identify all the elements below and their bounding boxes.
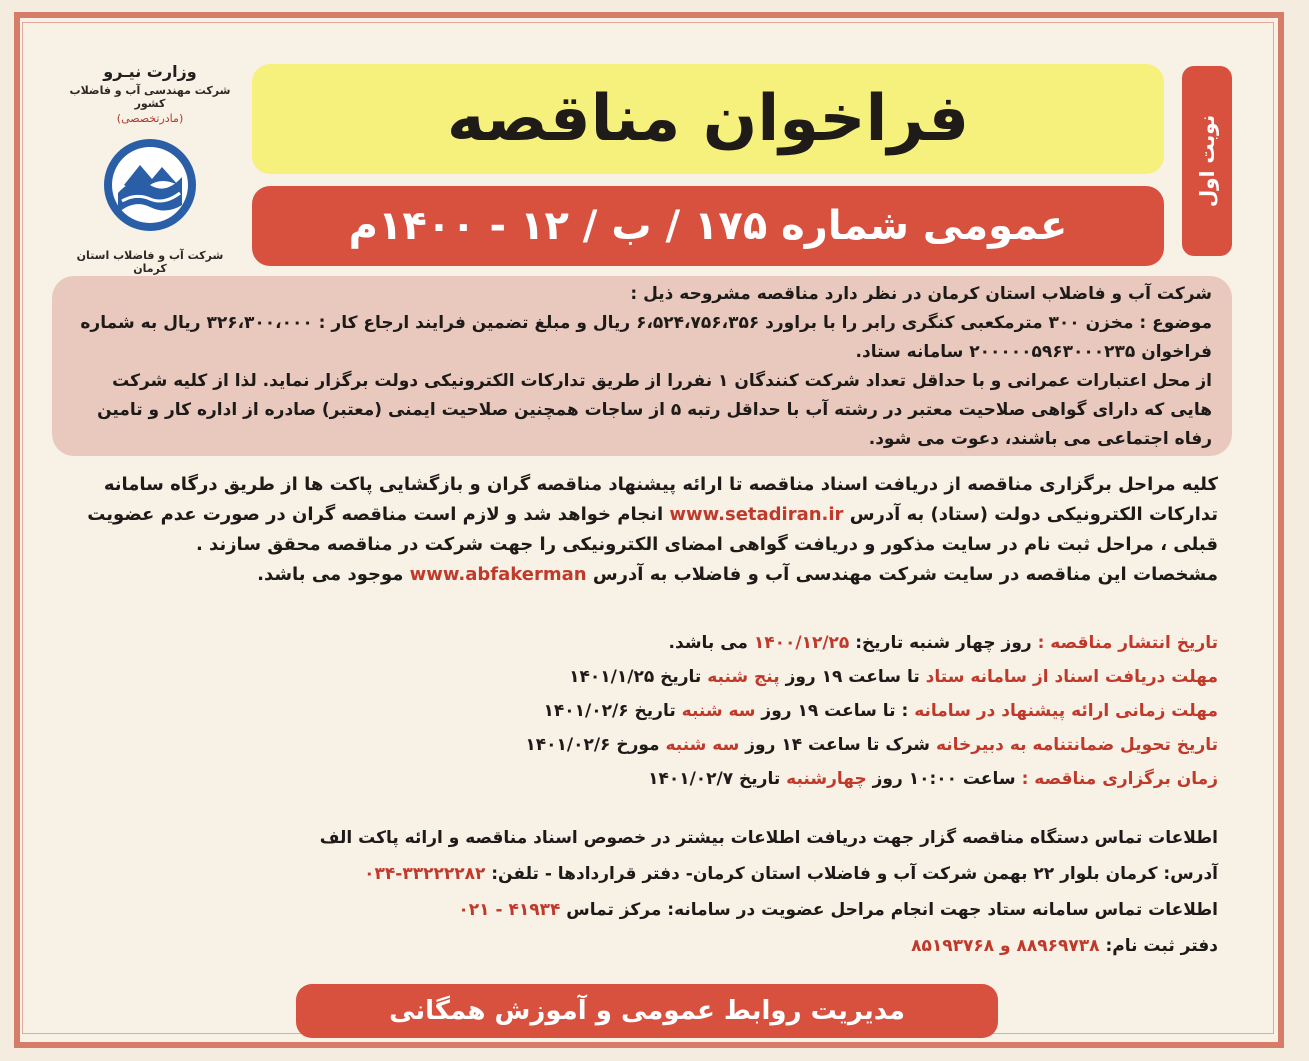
schedule-text: ساعت ۱۰:۰۰ روز	[872, 769, 1016, 789]
subject-paragraph	[72, 309, 1212, 367]
schedule-row	[66, 728, 1218, 762]
setad-contact-row	[66, 892, 1218, 928]
schedule-text: تا ساعت ۱۹ روز	[785, 667, 920, 687]
estimate-amount: ۶،۵۲۴،۷۵۶،۳۵۶	[636, 313, 760, 333]
address-row	[66, 856, 1218, 892]
procedure-paragraph	[66, 470, 1218, 560]
setad-phone: ۴۱۹۳۴ - ۰۲۱	[458, 900, 561, 920]
schedule-row	[66, 762, 1218, 796]
schedule-highlight: پنج شنبه	[707, 667, 780, 687]
schedule-text-end: می باشد.	[668, 633, 748, 653]
schedule-text-end: تاریخ ۱۴۰۱/۰۲/۷	[648, 769, 781, 789]
footer-text: مدیریت روابط عمومی و آموزش همگانی	[389, 996, 905, 1026]
schedule-label: زمان برگزاری مناقصه :	[1021, 769, 1218, 789]
setad-url-link[interactable]: www.setadiran.ir	[669, 504, 844, 525]
schedule-highlight: سه شنبه	[681, 701, 756, 721]
registry-label: دفتر ثبت نام:	[1105, 936, 1218, 956]
call-number: ۲۰۰۰۰۰۵۹۶۳۰۰۰۲۳۵	[969, 342, 1136, 362]
schedule-text-end: تاریخ ۱۴۰۱/۰۲/۶	[543, 701, 676, 721]
setad-contact-text: اطلاعات تماس سامانه ستاد جهت انجام مراحل عضویت در سامانه: مرکز تماس	[566, 900, 1218, 920]
tag-label: نوبت اول	[1195, 114, 1219, 208]
province-company-name: شرکت آب و فاضلاب استان کرمان	[76, 249, 224, 275]
title-banner	[252, 64, 1164, 174]
address-text: آدرس: کرمان بلوار ۲۲ بهمن شرکت آب و فاضلاب استان کرمان- دفتر قراردادها - تلفن:	[491, 864, 1218, 884]
contact-section	[52, 820, 1232, 964]
schedule-text-end: مورخ ۱۴۰۱/۰۲/۶	[525, 735, 660, 755]
abfa-url-link[interactable]: www.abfakerman	[409, 564, 587, 585]
contact-heading: اطلاعات تماس دستگاه مناقصه گزار جهت دریافت اطلاعات بیشتر در خصوص اسناد مناقصه و ارائه پاکت الف	[319, 828, 1218, 848]
schedule-list	[52, 626, 1232, 796]
subject-mid: ریال و مبلغ تضمین فرایند ارجاع کار : ۳۲۶،۳۰۰،۰۰۰ ریال به شماره فراخوان	[80, 313, 1212, 362]
procedure-text-end: انجام خواهد شد و لازم است مناقصه گران در صورت عدم عضویت قبلی ، مراحل ثبت نام در سایت مذکور و دریافت گواهی امضای الکترونیکی را جهت شرکت در مناقصه محقق سازند .	[87, 504, 1218, 555]
specs-paragraph	[66, 560, 1218, 590]
specs-text-start: مشخصات این مناقصه در سایت شرکت مهندسی آب و فاضلاب به آدرس	[592, 564, 1218, 585]
schedule-label: تاریخ تحویل ضمانتنامه به دبیرخانه	[935, 735, 1218, 755]
procedure-text-start: کلیه مراحل برگزاری مناقصه از دریافت اسناد مناقصه تا ارائه پیشنهاد مناقصه گران و بازگشایی پاکت ها از طریق درگاه سامانه تدارکات الکترونیکی دولت (ستاد) به آدرس	[103, 474, 1218, 525]
schedule-label: مهلت زمانی ارائه پیشنهاد در سامانه	[914, 701, 1218, 721]
organization-logo	[60, 62, 240, 275]
procedure-section	[52, 470, 1232, 590]
registry-row	[66, 928, 1218, 964]
footer-banner	[296, 984, 998, 1038]
schedule-highlight: چهارشنبه	[786, 769, 867, 789]
water-company-emblem-icon	[100, 135, 200, 235]
specs-text-end: موجود می باشد.	[257, 564, 404, 585]
tender-number: عمومی شماره ۱۷۵ / ب / ۱۲ - ۱۴۰۰م	[348, 203, 1068, 249]
schedule-row	[66, 694, 1218, 728]
intro-section	[52, 276, 1232, 456]
schedule-highlight: ۱۴۰۰/۱۲/۲۵	[753, 633, 850, 653]
schedule-text-end: تاریخ ۱۴۰۱/۱/۲۵	[569, 667, 702, 687]
first-publication-tag	[1182, 66, 1232, 256]
ministry-name: وزارت نیـرو	[103, 62, 197, 81]
schedule-text: روز چهار شنبه تاریخ:	[855, 633, 1032, 653]
contracts-phone: ۳۳۲۲۲۲۸۲-۰۳۴	[364, 864, 486, 884]
company-name: شرکت مهندسی آب و فاضلاب کشور	[69, 84, 231, 110]
schedule-row	[66, 660, 1218, 694]
tender-number-banner	[252, 186, 1164, 266]
page-title: فراخوان مناقصه	[446, 82, 970, 156]
subject-prefix: موضوع : مخزن ۳۰۰ مترمکعبی کنگری رابر را با براورد	[765, 313, 1212, 333]
schedule-row	[66, 626, 1218, 660]
schedule-highlight: سه شنبه	[665, 735, 740, 755]
schedule-label: مهلت دریافت اسناد از سامانه ستاد	[925, 667, 1218, 687]
intro-line: شرکت آب و فاضلاب استان کرمان در نظر دارد مناقصه مشروحه ذیل :	[630, 284, 1212, 304]
subject-suffix: سامانه ستاد.	[855, 342, 964, 362]
company-subtitle: (مادرتخصصی)	[116, 112, 184, 125]
schedule-text: : تا ساعت ۱۹ روز	[761, 701, 909, 721]
schedule-label: تاریخ انتشار مناقصه :	[1037, 633, 1218, 653]
registry-phones: ۸۸۹۶۹۷۳۸ و ۸۵۱۹۳۷۶۸	[911, 936, 1100, 956]
eligibility-paragraph: از محل اعتبارات عمرانی و با حداقل تعداد شرکت کنندگان ۱ نفررا از طریق تدارکات الکترونیکی دولت برگزار نماید. لذا از کلیه شرکت هایی که دارای گواهی صلاحیت معتبر در رشته آب با حداقل رتبه ۵ از ساجات همچنین صلاحیت ایمنی (معتبر) صادره از اداره کار و تامین رفاه اجتماعی می باشند، دعوت می شود.	[97, 371, 1212, 449]
schedule-text: شرک تا ساعت ۱۴ روز	[745, 735, 931, 755]
